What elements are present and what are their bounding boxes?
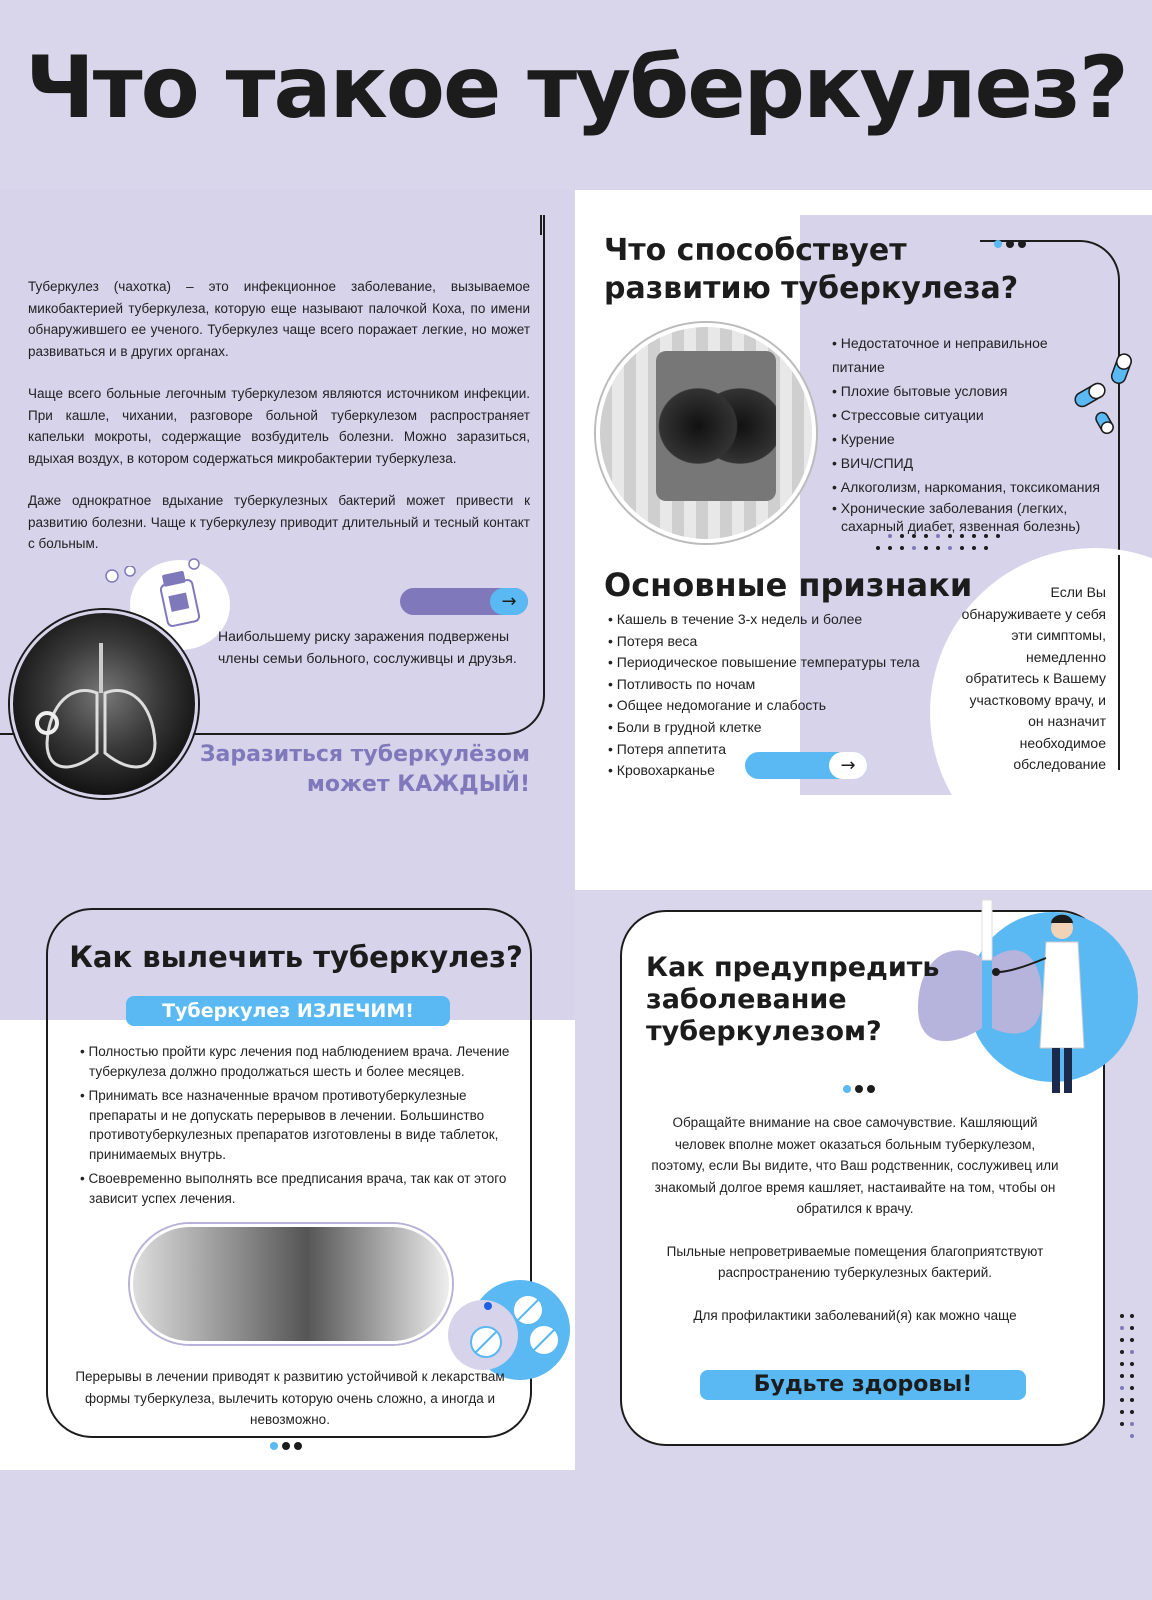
list-item: • Кашель в течение 3-х недель и более [608,609,938,631]
pill-capsule-icon [1070,350,1150,445]
tablet-icon [186,556,202,577]
list-item: • ВИЧ/СПИД [832,451,1102,475]
lungs-icon [13,613,195,795]
intro-text [28,276,530,576]
list-item: • Кровохарканье [608,760,938,782]
tablet-icon [462,1292,572,1377]
coughing-woman-image [130,1224,452,1344]
list-item: • Стрессовые ситуации [832,403,1102,427]
list-item: • Общее недомогание и слабость [608,695,938,717]
list-item: • Потливость по ночам [608,674,938,696]
prevention-text [650,1112,1060,1347]
tablet-icon [104,566,144,591]
factors-frame-line [1118,555,1120,770]
intro-frame-line [540,215,542,235]
list-item: • Потеря веса [608,631,938,653]
dots-decoration [270,1442,302,1450]
slogan-line: Заразиться туберкулёзом [199,742,530,767]
more-button[interactable] [745,752,867,779]
list-item: • Хронические заболевания (легких, сахарный диабет, язвенная болезнь) [832,499,1102,535]
more-button[interactable] [400,588,528,615]
list-item: • Боли в грудной клетке [608,717,938,739]
list-item: • Курение [832,427,1102,451]
intro-paragraph: Даже однократное вдыхание туберкулезных бактерий может привести к развитию болезни. Чаще к туберкулезу приводит длительный и тесный контакт с больным. [28,493,530,551]
arrow-right-icon: → [829,752,867,779]
list-item: • Периодическое повышение температуры тела [608,652,938,674]
list-item: • Недостаточное и неправильное питание [832,331,1102,379]
arrow-right-icon: → [490,588,528,615]
slogan [170,740,530,800]
cure-badge: Туберкулез ИЗЛЕЧИМ! [126,996,450,1026]
cure-title: Как вылечить туберкулез? [69,940,523,974]
factors-title: Что способствует развитию туберкулеза? [604,233,1019,306]
dots-decoration [1118,1312,1138,1457]
list-item: • Принимать все назначенные врачом противотуберкулезные препараты и не допускать перерывов в лечении. Большинство противотуберкулезных препаратов изготовлены в виде таблеток, принимаемых внутрь. [80,1086,520,1164]
prevention-paragraph: Для профилактики заболеваний(я) как можно чаще [693,1307,1017,1323]
intro-paragraph: Туберкулез (чахотка) – это инфекционное заболевание, вызываемое микобактерией туберкулеза, которую еще называют палочкой Коха, по имени обнаружившего ее ученого. Туберкулез чаще всего поражает легкие, но может развиваться и в других органах. [28,279,530,359]
dots-decoration [874,532,1004,559]
prevention-badge: Будьте здоровы! [700,1370,1026,1400]
cure-warning: Перерывы в лечении приводят к развитию устойчивой к лекарствам формы туберкулеза, вылечить которую очень сложно, а иногда и невозможно. [75,1369,505,1427]
risk-note: Наибольшему риску заражения подвержены члены семьи больного, сослуживцы и друзья. [218,628,517,666]
advice-text: Если Вы обнаруживаете у себя эти симптомы, немедленно обратитесь к Вашему участковому врачу, и он назначит необходимое обследование [961,584,1106,772]
list-item: • Своевременно выполнять все предписания врача, так как от этого зависит успех лечения. [80,1169,520,1208]
list-item: • Полностью пройти курс лечения под наблюдением врача. Лечение туберкулеза должно продолжаться шесть и более месяцев. [80,1042,520,1081]
intro-paragraph: Чаще всего больные легочным туберкулезом являются источником инфекции. При кашле, чихании, разговоре больной туберкулезом распространяет капельки мокроты, содержащие возбудитель болезни. Можно заразиться, вдыхая воздух, в котором содержаться микробактерии туберкулеза. [28,386,530,466]
list-item: • Алкоголизм, наркомания, токсикомания [832,475,1102,499]
prevention-title: Как предупредить заболевание туберкулезом? [646,952,940,1047]
cure-list [80,1042,520,1213]
page-title: Что такое туберкулез? [25,38,1127,138]
prevention-paragraph: Обращайте внимание на свое самочувствие. Кашляющий человек вполне может оказаться больным туберкулезом, поэтому, если Вы видите, что Ваш родственник, сослуживец или знакомый долгое время кашляет, настаивайте на том, чтобы он обратился к врачу. [651,1115,1059,1216]
factors-list [832,331,1102,535]
prevention-paragraph: Пыльные непроветриваемые помещения благоприятствуют распространению туберкулезных бактерий. [666,1243,1044,1280]
list-item: • Плохие бытовые условия [832,379,1102,403]
slogan-line: может КАЖДЫЙ! [306,772,530,797]
list-item: • Потеря аппетита [608,739,938,761]
dots-decoration [843,1085,875,1093]
doctor-icon [912,898,1142,1103]
doctor-xray-image [596,323,816,543]
signs-title: Основные признаки [604,566,973,604]
xray-film [656,351,776,501]
